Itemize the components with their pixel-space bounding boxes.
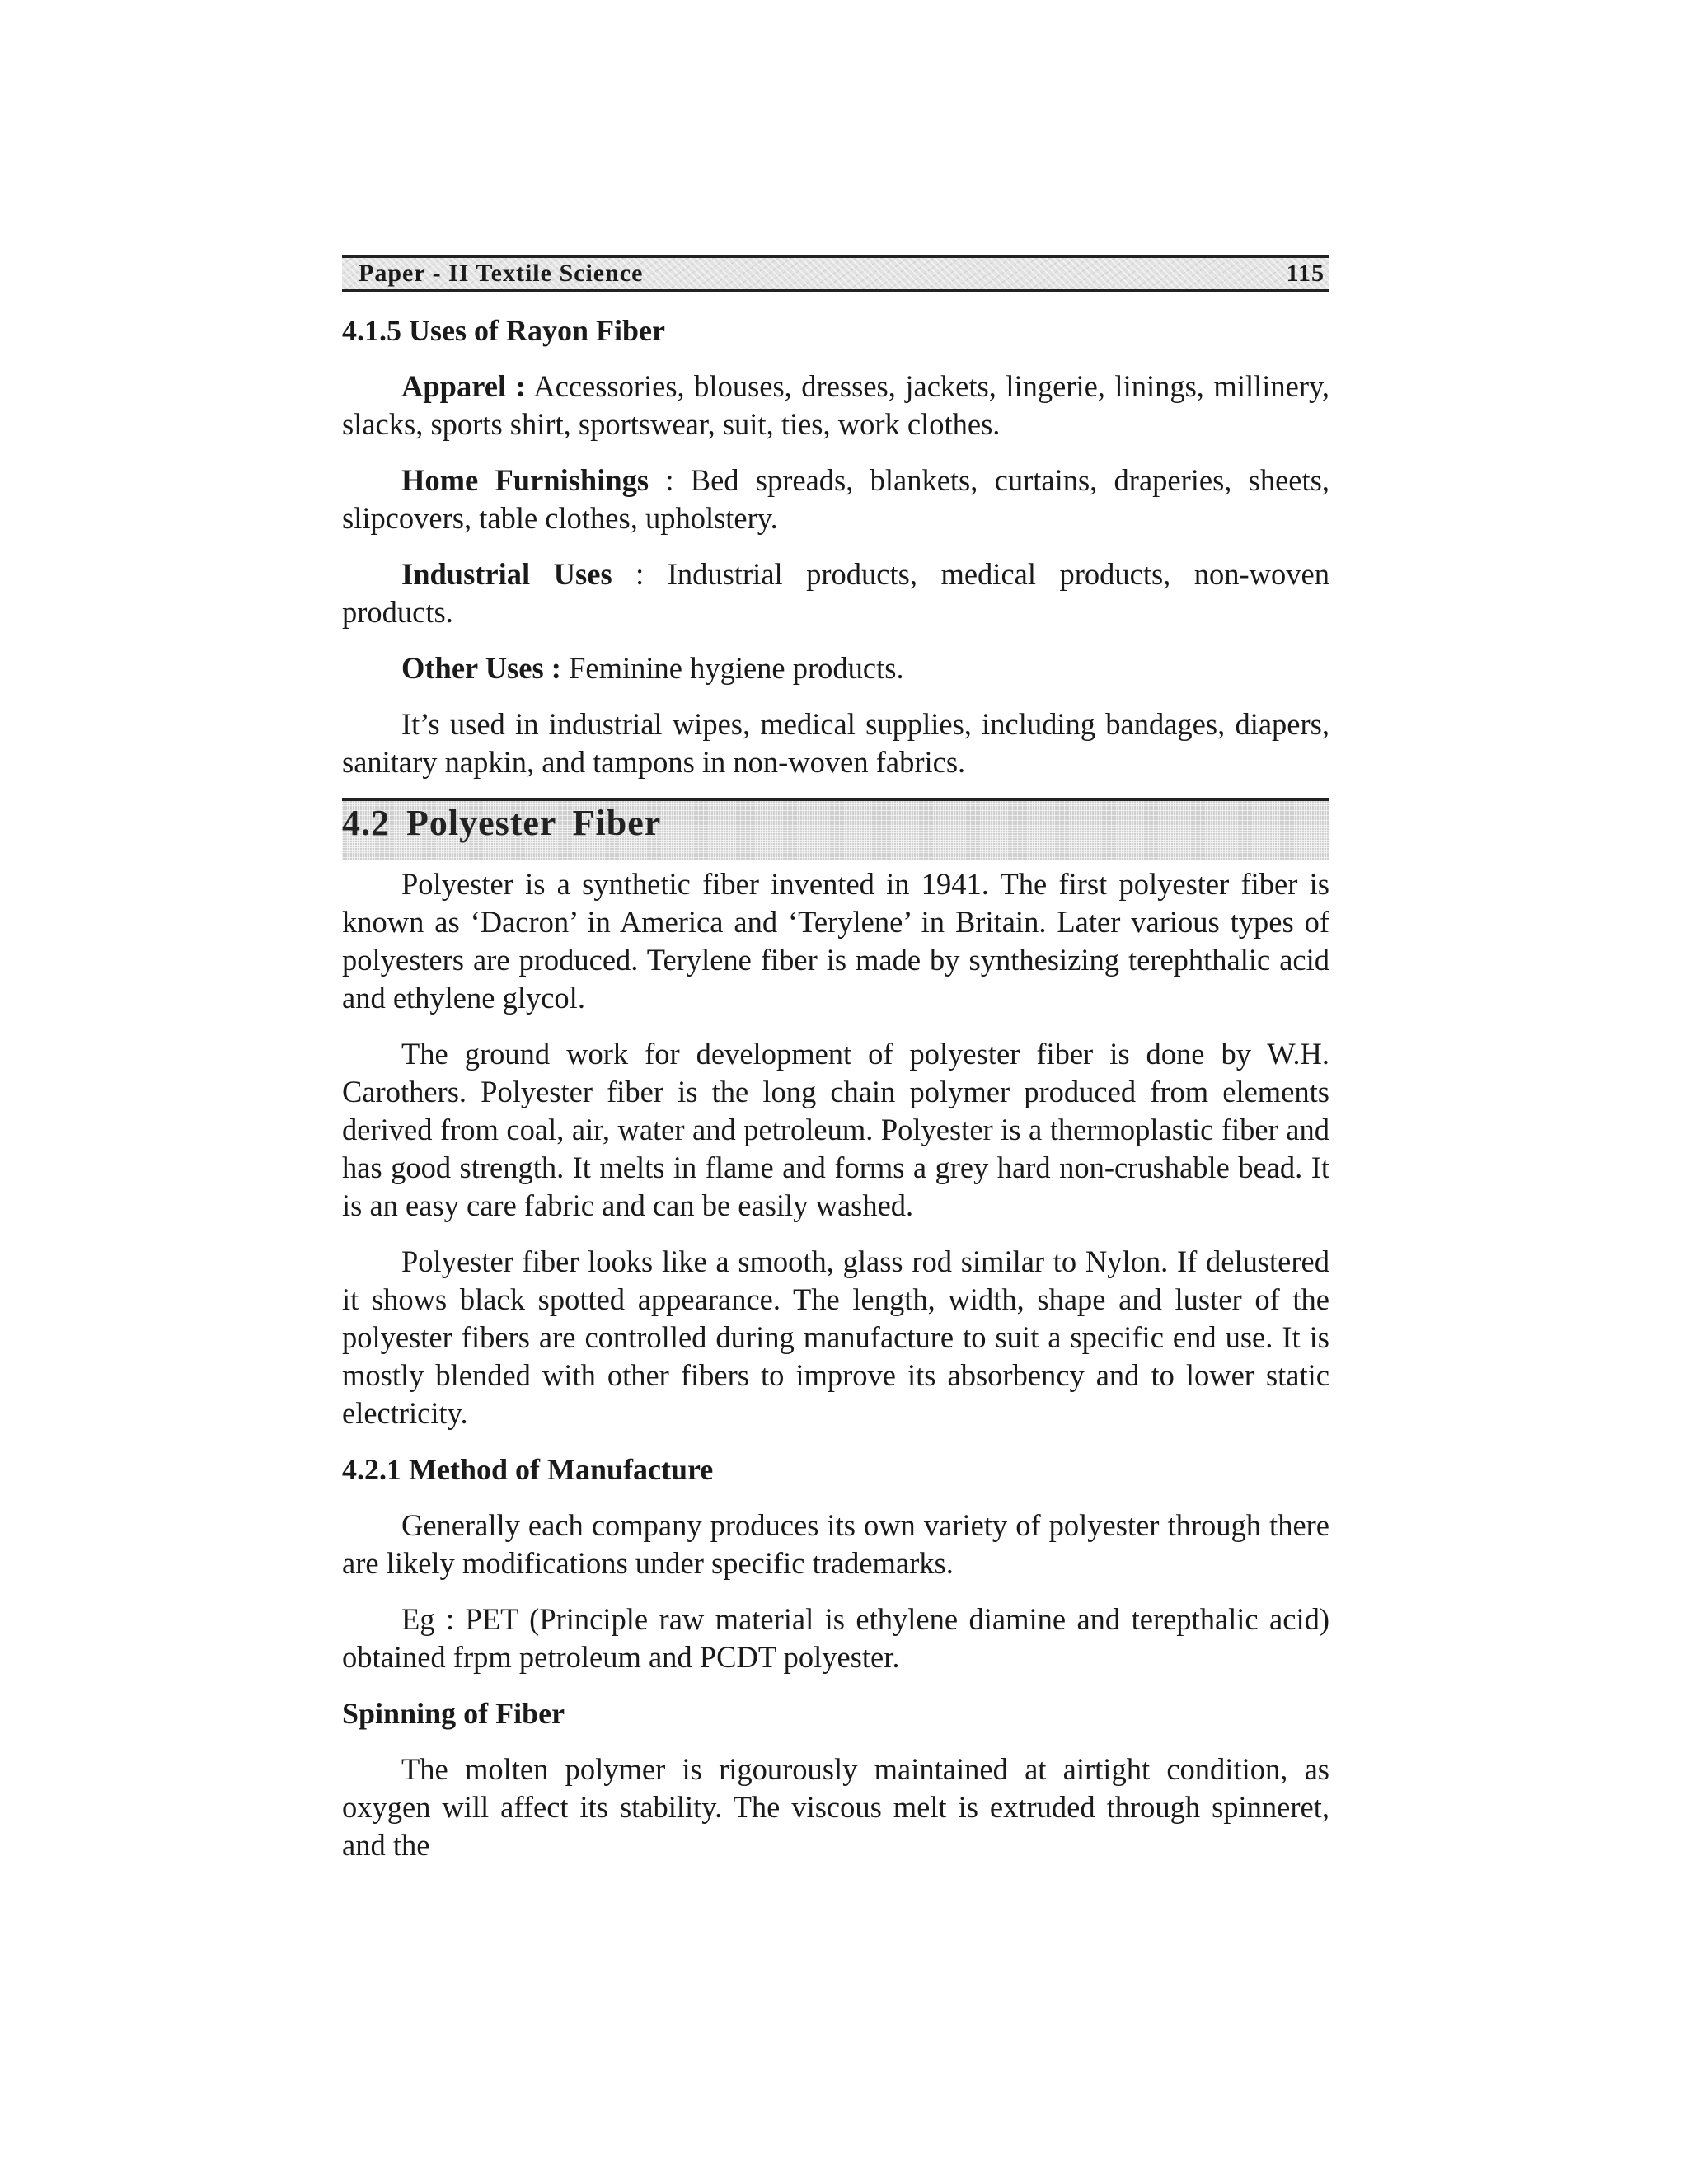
paragraph-industrial-uses — [342, 555, 1329, 631]
document-page — [342, 255, 1329, 1864]
label-industrial-uses: Industrial Uses — [401, 557, 612, 591]
text-home-furnishings: : Bed spreads, blankets, curtains, draperies, sheets, slipcovers, table clothes, upholstery. — [342, 463, 1329, 535]
label-home-furnishings: Home Furnishings — [401, 463, 649, 497]
running-header — [342, 255, 1329, 292]
paragraph-spinning: The molten polymer is rigourously maintained at airtight condition, as oxygen will affect its stability. The viscous melt is extruded through spinneret, and the — [342, 1752, 1329, 1862]
page-number: 115 — [1286, 260, 1325, 287]
paragraph-manufacture-example: Eg : PET (Principle raw material is ethylene diamine and terepthalic acid) obtained frpm petroleum and PCDT polyester. — [342, 1602, 1329, 1674]
heading-uses-of-rayon: 4.1.5 Uses of Rayon Fiber — [342, 314, 665, 347]
paragraph-nonwoven-uses: It’s used in industrial wipes, medical supplies, including bandages, diapers, sanitary napkin, and tampons in non-woven fabrics. — [342, 707, 1329, 779]
heading-polyester-fiber: 4.2 Polyester Fiber — [342, 803, 662, 843]
heading-spinning-of-fiber: Spinning of Fiber — [342, 1697, 565, 1730]
text-apparel: Accessories, blouses, dresses, jackets, lingerie, linings, millinery, slacks, sports shirt, sportswear, suit, ties, work clothes. — [342, 369, 1329, 441]
header-title: Paper - II Textile Science — [359, 260, 644, 287]
paragraph-manufacture-variety: Generally each company produces its own variety of polyester through there are likely modifications under specific trademarks. — [342, 1508, 1329, 1580]
paragraph-polyester-intro: Polyester is a synthetic fiber invented in 1941. The first polyester fiber is known as ‘Dacron’ in America and ‘Terylene’ in Britain. Later various types of polyesters are produced. Terylene fiber is made by synthesizing terephthalic acid and ethylene glycol. — [342, 867, 1329, 1015]
paragraph-home-furnishings — [342, 462, 1329, 537]
label-other-uses: Other Uses : — [401, 651, 561, 685]
paragraph-other-uses — [342, 649, 1329, 687]
paragraph-apparel — [342, 368, 1329, 443]
paragraph-polyester-groundwork: The ground work for development of polyester fiber is done by W.H. Carothers. Polyester fiber is the long chain polymer produced from elements derived from coal, air, water and petroleum. Polyester is a thermoplastic fiber and has good strength. It melts in flame and forms a grey hard non-crushable bead. It is an easy care fabric and can be easily washed. — [342, 1037, 1329, 1222]
text-other-uses: Feminine hygiene products. — [560, 651, 904, 685]
heading-method-of-manufacture: 4.2.1 Method of Manufacture — [342, 1453, 714, 1486]
label-apparel: Apparel : — [401, 369, 526, 403]
text-industrial-uses: : Industrial products, medical products, non-woven products. — [342, 557, 1329, 629]
section-heading-bar — [342, 798, 1329, 860]
paragraph-polyester-appearance: Polyester fiber looks like a smooth, glass rod similar to Nylon. If delustered it shows black spotted appearance. The length, width, shape and luster of the polyester fibers are controlled during manufacture to suit a specific end use. It is mostly blended with other fibers to improve its absorbency and to lower static electricity. — [342, 1244, 1329, 1430]
